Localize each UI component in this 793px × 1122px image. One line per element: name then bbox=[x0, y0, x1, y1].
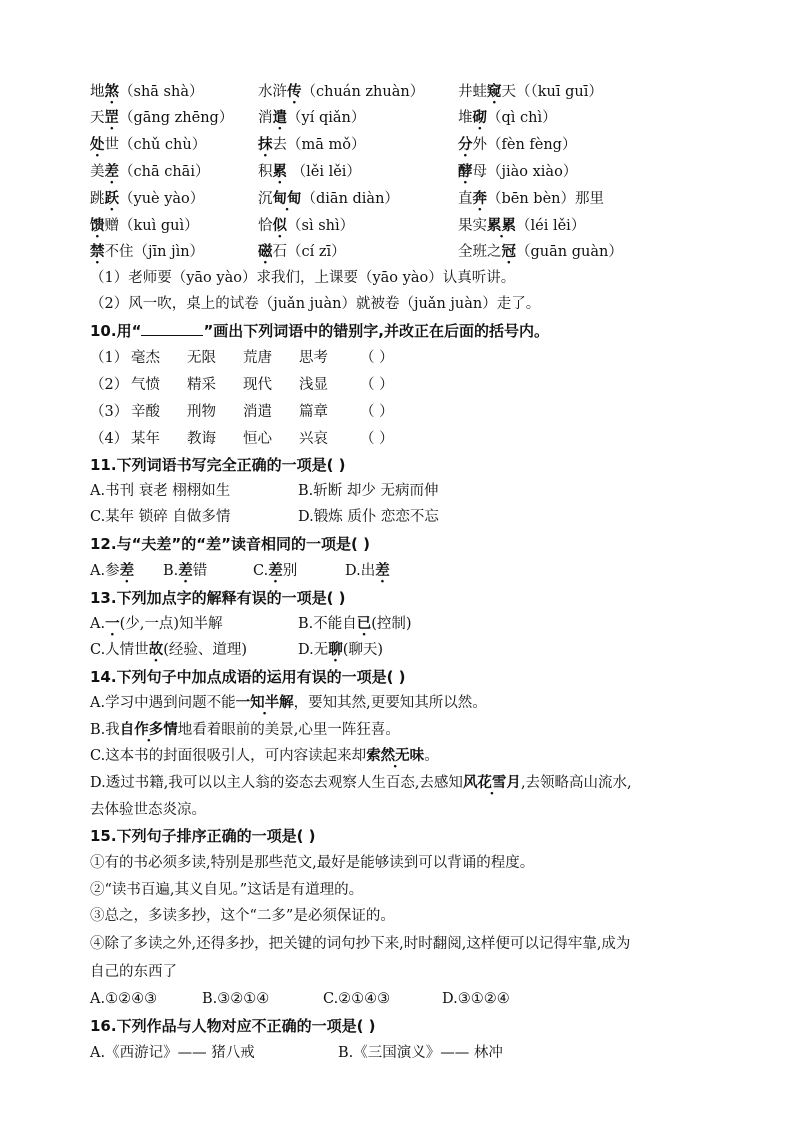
q10-word: 篇章 bbox=[299, 404, 328, 420]
question-16-title: 16.下列作品与人物对应不正确的一项是( ) bbox=[90, 1017, 376, 1035]
q11-option-d: D.锻炼 质仆 恋恋不忘 bbox=[298, 509, 439, 525]
q11-option-c: C.某年 锁碎 自做多情 bbox=[90, 509, 231, 525]
q10-word: 毫杰 bbox=[131, 350, 160, 366]
q12-option: C.差别 bbox=[253, 562, 298, 579]
q10-word: 浅显 bbox=[299, 377, 328, 393]
q15-option-c: C.②①④③ bbox=[323, 991, 391, 1007]
pinyin-item: 消遣（yí qiǎn） bbox=[258, 109, 366, 126]
q11-option-b: B.斩断 却少 无病而伸 bbox=[298, 483, 439, 499]
q10-word: 刑物 bbox=[187, 404, 216, 420]
sentence-2: （2）风一吹，桌上的试卷（juǎn juàn）就被卷（juǎn juàn）走了。 bbox=[90, 296, 541, 312]
question-14-title: 14.下列句子中加点成语的运用有误的一项是( ) bbox=[90, 668, 406, 686]
q14-option-a: A.学习中遇到问题不能一知半解，要知其然,更要知其所以然。 bbox=[90, 694, 487, 711]
q12-option: B.差错 bbox=[163, 562, 208, 579]
pinyin-item: 全班之冠（guān guàn） bbox=[458, 243, 623, 260]
pinyin-item: 处世（chǔ chù） bbox=[90, 136, 207, 153]
q15-sentence-4-cont: 自己的东西了 bbox=[90, 964, 177, 980]
q10-word: 某年 bbox=[131, 431, 160, 447]
underline-blank bbox=[141, 321, 203, 336]
pinyin-item: 积累 （lěi lěi） bbox=[258, 163, 361, 180]
pinyin-item: 禁不住（jīn jìn） bbox=[90, 243, 205, 260]
q15-option-b: B.③②①④ bbox=[202, 991, 270, 1007]
pinyin-item: 跳跃（yuè yào） bbox=[90, 190, 205, 207]
question-13-title: 13.下列加点字的解释有误的一项是( ) bbox=[90, 589, 346, 607]
q10-word: 教诲 bbox=[187, 431, 216, 447]
q12-option: A.参差 bbox=[90, 562, 135, 579]
q14-option-d: D.透过书籍,我可以以主人翁的姿态去观察人生百态,去感知风花雪月,去领略高山流水, bbox=[90, 774, 632, 791]
question-10-title: 10.用“ ”画出下列词语中的错别字,并改正在后面的括号内。 bbox=[90, 322, 549, 340]
q13-option: C.人情世故(经验、道理) bbox=[90, 641, 248, 658]
q10-word: 兴哀 bbox=[299, 431, 328, 447]
q16-option-b: B.《三国演义》—— 林冲 bbox=[338, 1045, 503, 1061]
q10-row-number: （2） bbox=[90, 377, 129, 393]
pinyin-item: 恰似（sì shì） bbox=[258, 217, 355, 234]
pinyin-item: 地煞（shā shà） bbox=[90, 83, 204, 100]
q10-answer-paren[interactable]: （ ） bbox=[360, 350, 394, 366]
q15-option-a: A.①②④③ bbox=[90, 991, 158, 1007]
pinyin-item: 分外（fèn fèng） bbox=[458, 136, 577, 153]
q12-option: D.出差 bbox=[345, 562, 390, 579]
q10-word: 气愤 bbox=[131, 377, 160, 393]
q10-answer-paren[interactable]: （ ） bbox=[360, 377, 394, 393]
q15-sentence-4: ④除了多读之外,还得多抄，把关键的词句抄下来,时时翻阅,这样便可以记得牢靠,成为 bbox=[90, 936, 631, 952]
q11-option-a: A.书刊 衰老 栩栩如生 bbox=[90, 483, 231, 499]
q13-option: A.一(少,一点)知半解 bbox=[90, 615, 223, 632]
pinyin-item: 井蛙窥天（（kuī guī） bbox=[458, 83, 603, 100]
q15-option-d: D.③①②④ bbox=[442, 991, 510, 1007]
pinyin-item: 抹去（mā mǒ） bbox=[258, 136, 366, 153]
q10-word: 恒心 bbox=[243, 431, 272, 447]
pinyin-item: 酵母（jiào xiào） bbox=[458, 163, 578, 180]
pinyin-item: 馈赠（kuì guì） bbox=[90, 217, 199, 234]
q14-option-b: B.我自作多情地看着眼前的美景,心里一阵狂喜。 bbox=[90, 721, 400, 738]
q14-option-d-cont: 去体验世态炎凉。 bbox=[90, 802, 206, 818]
q10-row-number: （3） bbox=[90, 404, 129, 420]
q10-word: 无限 bbox=[187, 350, 216, 366]
q10-row-number: （4） bbox=[90, 431, 129, 447]
q10-word: 荒唐 bbox=[243, 350, 272, 366]
q13-option: D.无聊(聊天) bbox=[298, 641, 384, 658]
q15-sentence-3: ③总之，多读多抄，这个“二多”是必须保证的。 bbox=[90, 908, 395, 924]
q10-word: 思考 bbox=[299, 350, 328, 366]
pinyin-item: 堆砌（qì chì） bbox=[458, 109, 557, 126]
q10-word: 精采 bbox=[187, 377, 216, 393]
pinyin-item: 直奔（bēn bèn）那里 bbox=[458, 190, 605, 207]
q10-word: 消遣 bbox=[243, 404, 272, 420]
question-12-title: 12.与“夫差”的“差”读音相同的一项是( ) bbox=[90, 535, 370, 553]
q15-sentence-2: ②“读书百遍,其义自见。”这话是有道理的。 bbox=[90, 882, 364, 898]
pinyin-item: 沉甸甸（diān diàn） bbox=[258, 190, 399, 207]
pinyin-item: 水浒传（chuán zhuàn） bbox=[258, 83, 425, 100]
question-15-title: 15.下列句子排序正确的一项是( ) bbox=[90, 827, 316, 845]
q13-option: B.不能自已(控制) bbox=[298, 615, 412, 632]
q10-answer-paren[interactable]: （ ） bbox=[360, 431, 394, 447]
question-11-title: 11.下列词语书写完全正确的一项是( ) bbox=[90, 456, 346, 474]
q10-word: 现代 bbox=[243, 377, 272, 393]
q14-option-c: C.这本书的封面很吸引人，可内容读起来却索然无味。 bbox=[90, 747, 439, 764]
q10-answer-paren[interactable]: （ ） bbox=[360, 404, 394, 420]
q10-row-number: （1） bbox=[90, 350, 129, 366]
sentence-1: （1）老师要（yāo yào）求我们，上课要（yāo yào）认真听讲。 bbox=[90, 270, 516, 286]
pinyin-item: 果实累累（léi lěi） bbox=[458, 217, 586, 234]
q15-sentence-1: ①有的书必须多读,特别是那些范文,最好是能够读到可以背诵的程度。 bbox=[90, 855, 535, 871]
q10-word: 辛酸 bbox=[131, 404, 160, 420]
q16-option-a: A.《西游记》—— 猪八戒 bbox=[90, 1045, 255, 1061]
pinyin-item: 磁石（cí zī） bbox=[258, 243, 346, 260]
pinyin-item: 美差（chā chāi） bbox=[90, 163, 210, 180]
pinyin-item: 天罡（gāng zhēng） bbox=[90, 109, 234, 126]
